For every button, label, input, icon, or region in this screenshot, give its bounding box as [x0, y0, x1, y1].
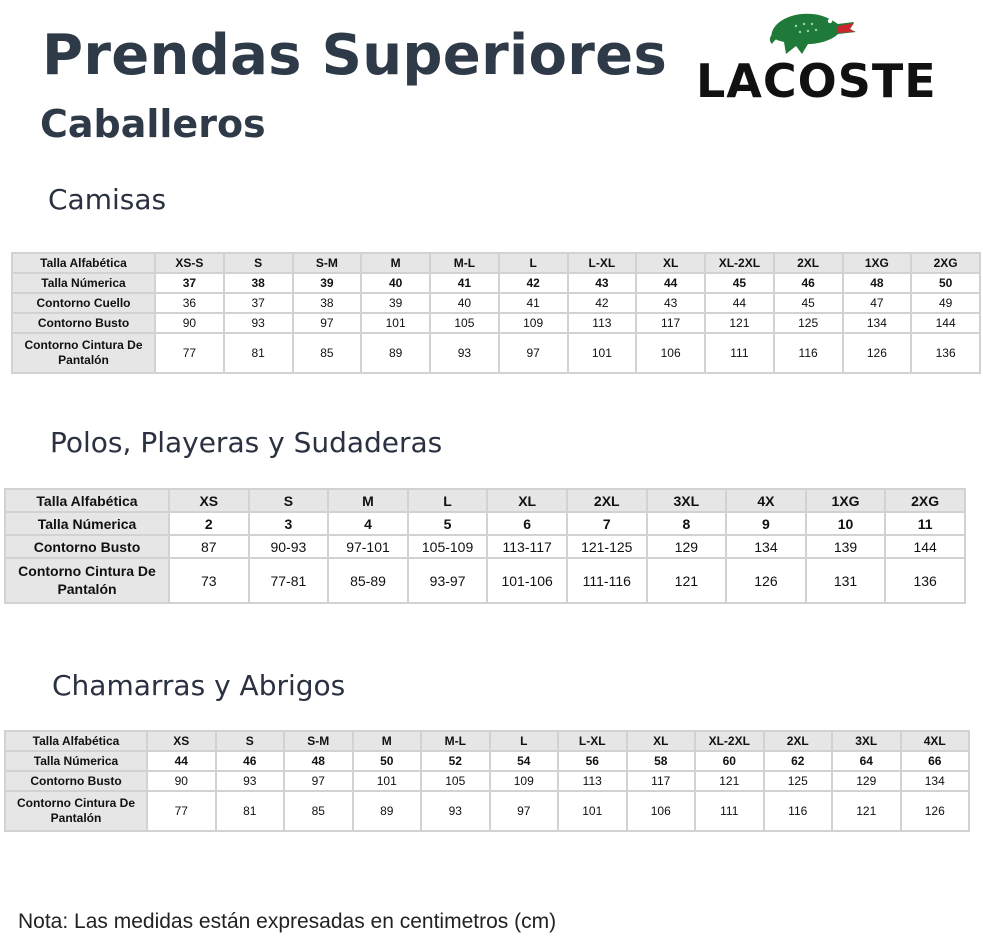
table-row [5, 771, 969, 791]
table-cell: 44 [636, 273, 705, 293]
table-cell: 3XL [647, 489, 727, 512]
table-cell: 90-93 [249, 535, 329, 558]
section-title-chamarras: Chamarras y Abrigos [52, 669, 346, 702]
table-cell: 129 [832, 771, 901, 791]
table-cell: 121-125 [567, 535, 647, 558]
table-cell: 139 [806, 535, 886, 558]
brand-logo [690, 2, 940, 108]
table-cell: 125 [764, 771, 833, 791]
table-cell: 90 [147, 771, 216, 791]
table-cell: 42 [568, 293, 637, 313]
table-cell: 101 [568, 333, 637, 373]
table-cell: 97 [284, 771, 353, 791]
table-cell: 9 [726, 512, 806, 535]
table-cell: S [249, 489, 329, 512]
table-cell: 50 [911, 273, 980, 293]
table-cell: 2XG [911, 253, 980, 273]
table-cell: 52 [421, 751, 490, 771]
table-cell: 117 [636, 313, 705, 333]
table-cell: 44 [705, 293, 774, 313]
row-label: Talla Alfabética [5, 489, 169, 512]
table-cell: 134 [843, 313, 912, 333]
table-cell: 77 [155, 333, 224, 373]
table-cell: L [490, 731, 559, 751]
table-cell: 129 [647, 535, 727, 558]
row-label: Talla Alfabética [12, 253, 155, 273]
row-label: Contorno Cintura De Pantalón [5, 558, 169, 603]
table-cell: 44 [147, 751, 216, 771]
table-cell: S [216, 731, 285, 751]
table-cell: 77-81 [249, 558, 329, 603]
table-row [12, 273, 980, 293]
table-cell: 4X [726, 489, 806, 512]
table-cell: 2XL [774, 253, 843, 273]
table-cell: 45 [774, 293, 843, 313]
table-cell: 101 [558, 791, 627, 831]
row-label: Talla Númerica [5, 751, 147, 771]
table-cell: 73 [169, 558, 249, 603]
row-label: Contorno Busto [12, 313, 155, 333]
table-cell: XL [636, 253, 705, 273]
table-cell: 41 [430, 273, 499, 293]
table-cell: 2XG [885, 489, 965, 512]
table-cell: 89 [361, 333, 430, 373]
table-cell: 113-117 [487, 535, 567, 558]
row-label: Contorno Cintura De Pantalón [5, 791, 147, 831]
table-cell: M-L [430, 253, 499, 273]
table-cell: 93-97 [408, 558, 488, 603]
table-cell: 131 [806, 558, 886, 603]
table-cell: 50 [353, 751, 422, 771]
row-label: Contorno Cintura De Pantalón [12, 333, 155, 373]
table-cell: 121 [832, 791, 901, 831]
table-cell: 97 [490, 791, 559, 831]
table-cell: 93 [421, 791, 490, 831]
table-cell: 43 [636, 293, 705, 313]
table-cell: 116 [764, 791, 833, 831]
table-cell: 37 [224, 293, 293, 313]
table-cell: 125 [774, 313, 843, 333]
table-cell: 39 [361, 293, 430, 313]
table-cell: XS [147, 731, 216, 751]
table-cell: 48 [843, 273, 912, 293]
table-cell: 1XG [806, 489, 886, 512]
table-cell: 42 [499, 273, 568, 293]
size-table-polos [4, 488, 966, 604]
table-cell: 136 [911, 333, 980, 373]
table-cell: 37 [155, 273, 224, 293]
row-label: Talla Alfabética [5, 731, 147, 751]
table-cell: L [499, 253, 568, 273]
table-cell: 77 [147, 791, 216, 831]
table-cell: 117 [627, 771, 696, 791]
table-cell: XL [487, 489, 567, 512]
table-row [12, 293, 980, 313]
table-row [12, 313, 980, 333]
table-cell: 11 [885, 512, 965, 535]
table-cell: 109 [490, 771, 559, 791]
table-cell: M [353, 731, 422, 751]
table-row [5, 731, 969, 751]
table-cell: 105 [430, 313, 499, 333]
table-cell: 144 [885, 535, 965, 558]
table-cell: 2 [169, 512, 249, 535]
row-label: Contorno Busto [5, 535, 169, 558]
table-cell: 41 [499, 293, 568, 313]
table-cell: 39 [293, 273, 362, 293]
table-cell: 48 [284, 751, 353, 771]
table-cell: L [408, 489, 488, 512]
table-cell: 134 [901, 771, 970, 791]
table-cell: 47 [843, 293, 912, 313]
table-cell: 136 [885, 558, 965, 603]
table-cell: 5 [408, 512, 488, 535]
table-cell: 126 [726, 558, 806, 603]
table-cell: 90 [155, 313, 224, 333]
table-cell: 101 [353, 771, 422, 791]
table-row [5, 535, 965, 558]
table-cell: 38 [224, 273, 293, 293]
table-cell: S [224, 253, 293, 273]
table-cell: 111 [695, 791, 764, 831]
section-title-camisas: Camisas [48, 183, 167, 216]
table-cell: 85-89 [328, 558, 408, 603]
table-cell: M [328, 489, 408, 512]
row-label: Contorno Busto [5, 771, 147, 791]
table-cell: 2XL [764, 731, 833, 751]
table-row [5, 791, 969, 831]
row-label: Talla Númerica [12, 273, 155, 293]
table-cell: XL [627, 731, 696, 751]
table-cell: 106 [627, 791, 696, 831]
table-cell: 46 [216, 751, 285, 771]
table-row [12, 253, 980, 273]
table-cell: 62 [764, 751, 833, 771]
table-cell: XS [169, 489, 249, 512]
table-cell: 126 [843, 333, 912, 373]
footnote: Nota: Las medidas están expresadas en centimetros (cm) [18, 910, 557, 933]
table-cell: 58 [627, 751, 696, 771]
table-cell: 54 [490, 751, 559, 771]
table-cell: 113 [558, 771, 627, 791]
table-cell: 106 [636, 333, 705, 373]
table-cell: 85 [284, 791, 353, 831]
crocodile-icon [766, 2, 858, 60]
table-cell: 97 [499, 333, 568, 373]
table-cell: 113 [568, 313, 637, 333]
page-title: Prendas Superiores [42, 23, 668, 88]
table-cell: XL-2XL [695, 731, 764, 751]
table-cell: 2XL [567, 489, 647, 512]
table-cell: 85 [293, 333, 362, 373]
table-cell: 109 [499, 313, 568, 333]
table-cell: S-M [284, 731, 353, 751]
table-cell: 66 [901, 751, 970, 771]
table-cell: 40 [361, 273, 430, 293]
table-cell: 105 [421, 771, 490, 791]
table-cell: 49 [911, 293, 980, 313]
table-cell: 97 [293, 313, 362, 333]
table-cell: 40 [430, 293, 499, 313]
table-cell: 4 [328, 512, 408, 535]
table-row [5, 512, 965, 535]
table-cell: 93 [224, 313, 293, 333]
table-cell: 45 [705, 273, 774, 293]
table-cell: XL-2XL [705, 253, 774, 273]
table-cell: 101-106 [487, 558, 567, 603]
table-cell: 46 [774, 273, 843, 293]
table-cell: 81 [224, 333, 293, 373]
table-cell: 8 [647, 512, 727, 535]
table-cell: 89 [353, 791, 422, 831]
page-subtitle: Caballeros [40, 102, 266, 146]
table-cell: 126 [901, 791, 970, 831]
table-cell: 116 [774, 333, 843, 373]
table-cell: XS-S [155, 253, 224, 273]
table-cell: 3XL [832, 731, 901, 751]
table-cell: 121 [705, 313, 774, 333]
table-cell: 36 [155, 293, 224, 313]
table-cell: 56 [558, 751, 627, 771]
table-cell: 87 [169, 535, 249, 558]
table-cell: M-L [421, 731, 490, 751]
table-cell: 60 [695, 751, 764, 771]
table-cell: 81 [216, 791, 285, 831]
table-cell: 4XL [901, 731, 970, 751]
table-cell: L-XL [568, 253, 637, 273]
table-cell: 101 [361, 313, 430, 333]
table-cell: 64 [832, 751, 901, 771]
table-cell: 10 [806, 512, 886, 535]
table-cell: 121 [647, 558, 727, 603]
table-cell: 111-116 [567, 558, 647, 603]
table-cell: 3 [249, 512, 329, 535]
table-cell: 7 [567, 512, 647, 535]
table-cell: 134 [726, 535, 806, 558]
table-cell: 93 [430, 333, 499, 373]
row-label: Contorno Cuello [12, 293, 155, 313]
table-cell: 6 [487, 512, 567, 535]
table-cell: 93 [216, 771, 285, 791]
table-row [5, 489, 965, 512]
table-cell: L-XL [558, 731, 627, 751]
row-label: Talla Númerica [5, 512, 169, 535]
table-cell: M [361, 253, 430, 273]
table-cell: S-M [293, 253, 362, 273]
table-cell: 1XG [843, 253, 912, 273]
table-cell: 111 [705, 333, 774, 373]
size-table-chamarras [4, 730, 970, 832]
table-cell: 38 [293, 293, 362, 313]
table-cell: 105-109 [408, 535, 488, 558]
brand-name: LACOSTE [696, 54, 937, 108]
table-row [5, 751, 969, 771]
size-table-camisas [11, 252, 981, 374]
table-cell: 43 [568, 273, 637, 293]
table-row [5, 558, 965, 603]
table-cell: 121 [695, 771, 764, 791]
table-cell: 144 [911, 313, 980, 333]
table-row [12, 333, 980, 373]
table-cell: 97-101 [328, 535, 408, 558]
section-title-polos: Polos, Playeras y Sudaderas [50, 426, 443, 459]
